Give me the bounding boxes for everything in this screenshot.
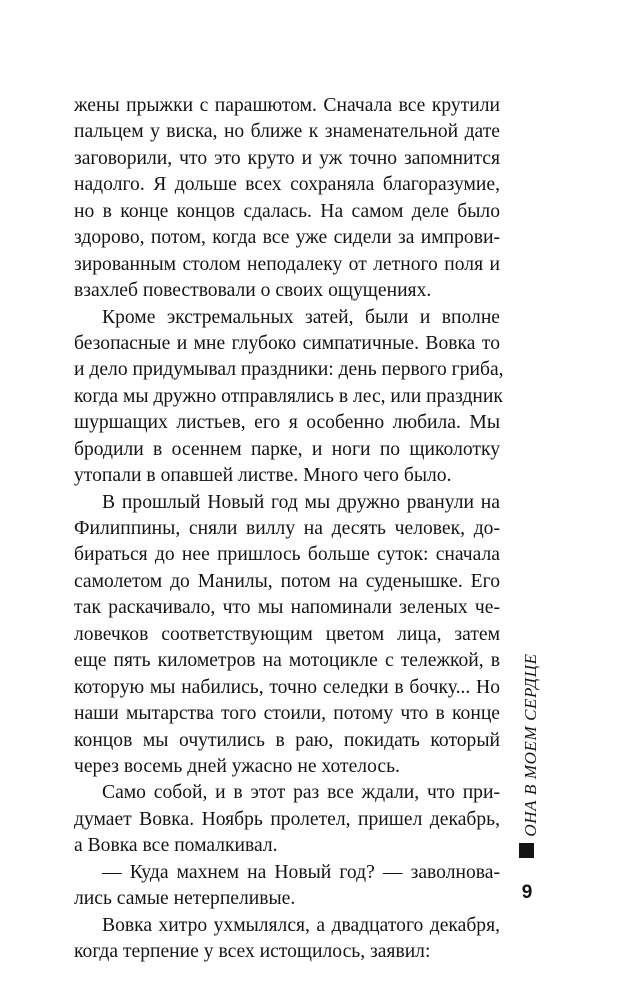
text-line: так раскачивало, что мы напоминали зеленых че- — [74, 597, 500, 619]
text-line: и дело придумывал праздники: день первого гриба, — [74, 359, 504, 381]
text-line: бродили в осеннем парке, и ноги по щиколотку — [74, 438, 500, 460]
text-line: взахлеб повествовали о своих ощущениях. — [74, 280, 432, 302]
running-title — [516, 620, 546, 870]
text-line: пальцем у виска, но ближе к знаменательной дате — [74, 121, 500, 143]
paragraph-2 — [74, 305, 504, 490]
text-line: самолетом до Манилы, потом на суденышке. Его — [74, 570, 500, 592]
text-line: бираться до нее пришлось больше суток: сначала — [74, 544, 500, 566]
text-line: через восемь дней ужасно не хотелось. — [74, 755, 400, 777]
text-line: а Вовка все помалкивал. — [74, 835, 278, 857]
square-marker-icon — [519, 843, 534, 858]
text-line: жены прыжки с парашютом. Сначала все крутили — [74, 95, 500, 116]
text-line: когда терпение у всех истощилось, заявил: — [74, 941, 431, 962]
text-line: Кроме экстремальных затей, были и вполне — [102, 306, 500, 328]
text-line: В прошлый Новый год мы дружно рванули на — [102, 491, 500, 513]
text-line: ловечков соответствующим цветом лица, затем — [74, 623, 500, 645]
text-line: лись самые нетерпеливые. — [74, 888, 296, 910]
paragraph-4 — [74, 780, 500, 859]
text-line: которую мы набились, точно селедки в бочку... Но — [74, 676, 500, 698]
text-line: утопали в опавшей листве. Много чего было. — [74, 465, 452, 487]
text-line: но в конце концов сдалась. На самом деле было — [74, 200, 500, 222]
text-line: здорово, потом, когда все уже сидели за импрови- — [74, 227, 500, 249]
page-number: 9 — [521, 882, 533, 903]
text-line: думает Вовка. Ноябрь пролетел, пришел декабрь, — [74, 808, 500, 830]
paragraph-5-dialogue — [74, 860, 500, 913]
running-title-text: ОНА В МОЕМ СЕРДЦЕ — [521, 653, 540, 837]
text-line: Само собой, и в этот раз все ждали, что при- — [102, 782, 500, 804]
paragraph-3 — [74, 490, 500, 781]
text-line: концов мы очутились в раю, покидать который — [74, 729, 500, 751]
text-line: надолго. Я дольше всех сохраняла благоразумие, — [74, 174, 500, 196]
text-line: наши мытарства того стоили, потому что в конце — [74, 703, 500, 725]
text-line: шуршащих листьев, его я особенно любила. Мы — [74, 412, 500, 434]
text-line: безопасные и мне глубоко симпатичные. Вовка то — [74, 332, 500, 354]
text-line: зированным столом неподалеку от летного поля и — [74, 253, 500, 275]
body-text — [74, 93, 504, 965]
text-line: Филиппины, сняли виллу на десять человек, до- — [74, 518, 500, 539]
paragraph-6 — [74, 913, 500, 966]
text-line: заговорили, что это круто и уж точно запомнится — [74, 147, 500, 169]
text-line: Вовка хитро ухмылялся, а двадцатого декабря, — [102, 914, 500, 936]
paragraph-1 — [74, 93, 500, 305]
text-line: еще пять километров на мотоцикле с тележкой, в — [74, 650, 500, 672]
text-line: — Куда махнем на Новый год? — заволнова- — [102, 861, 500, 883]
text-line: когда мы дружно отправлялись в лес, или праздник — [74, 385, 503, 407]
